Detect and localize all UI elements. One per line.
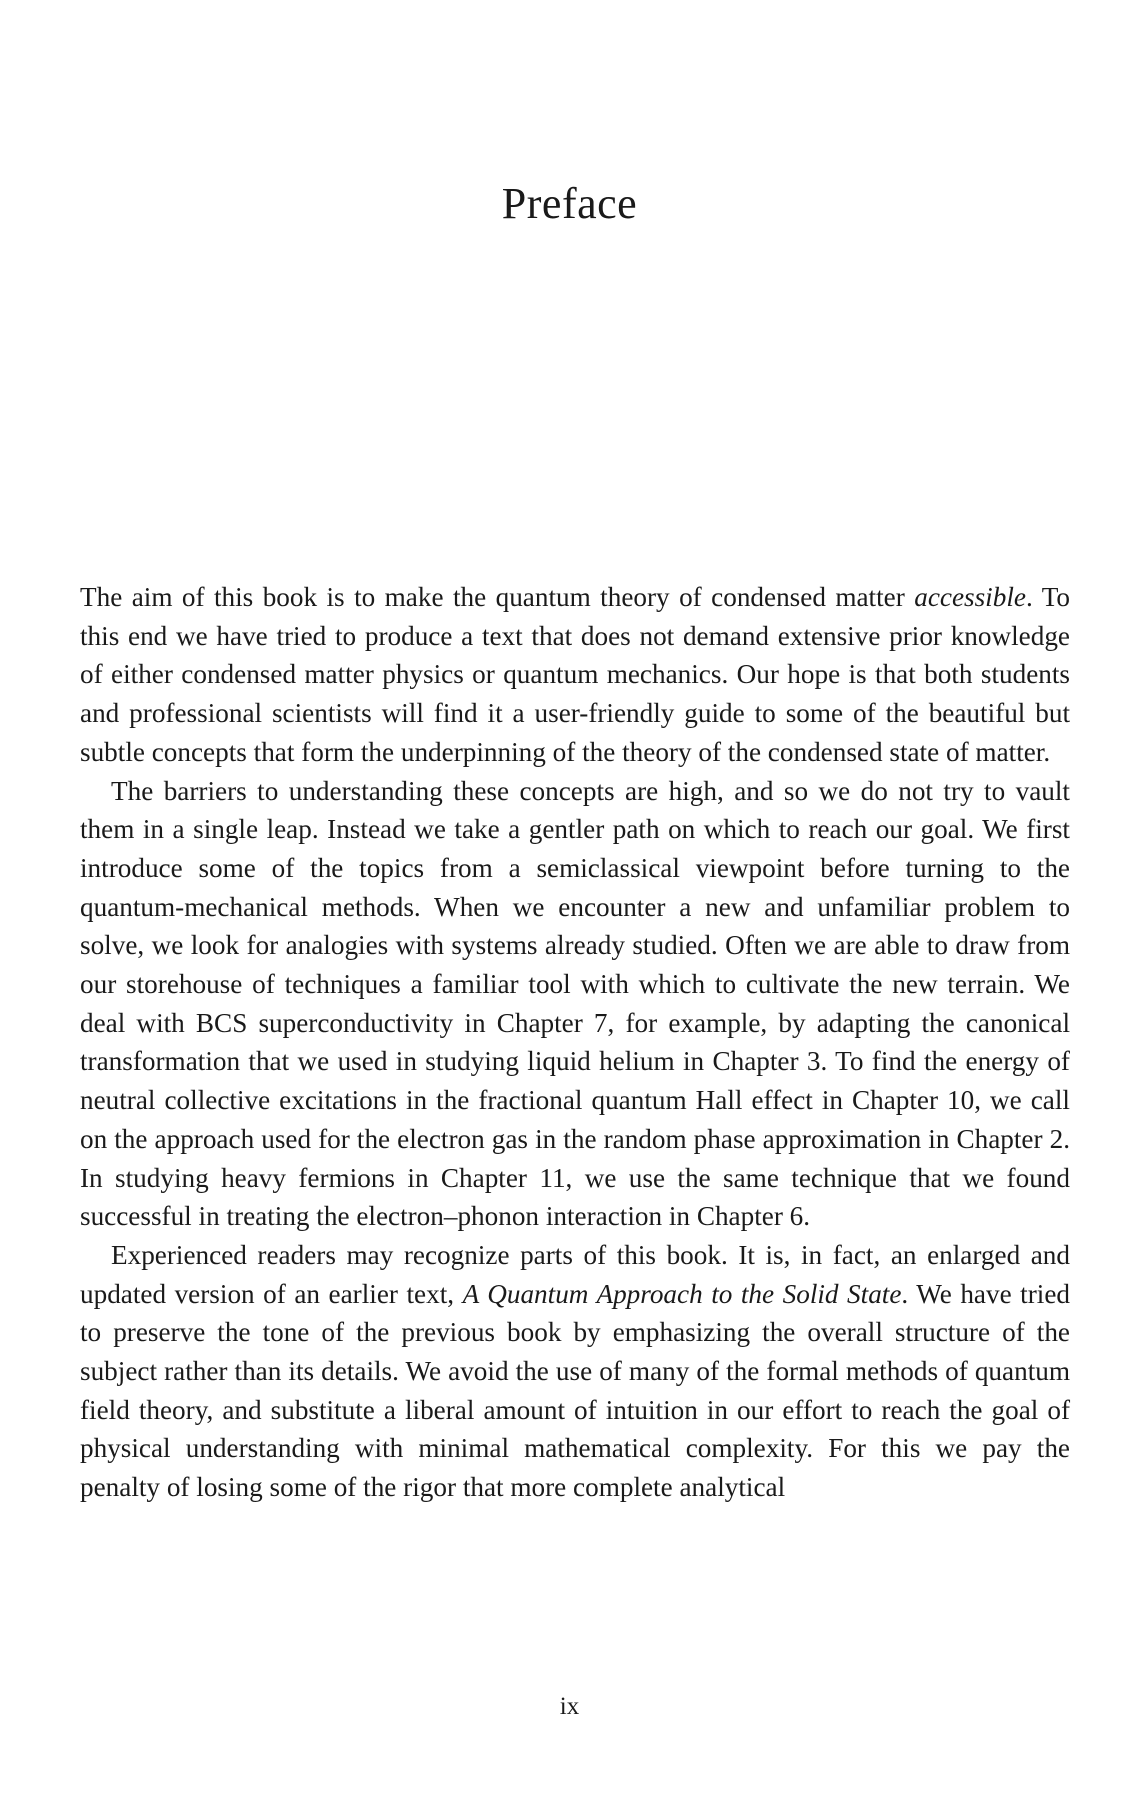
paragraph-1-segment-1: The aim of this book is to make the quantum theory of condensed matter	[80, 582, 915, 612]
paragraph-2	[80, 772, 1070, 1236]
paragraph-3-segment-3: . We have tried to preserve the tone of the previous book by emphasizing the overall structure of the subject rather than its details. We avoid the use of many of the formal methods of quantum field theory, and substitute a liberal amount of intuition in our effort to reach the goal of physical understanding with minimal mathematical complexity. For this we pay the penalty of losing some of the rigor that more complete analytical	[80, 1278, 1070, 1503]
paragraph-2-segment-1: The barriers to understanding these concepts are high, and so we do not try to vault them in a single leap. Instead we take a gentler path on which to reach our goal. We first introduce some of the topics from a semiclassical viewpoint before turning to the quantum-mechanical methods. When we encounter a new and unfamiliar problem to solve, we look for analogies with systems already studied. Often we are able to draw from our storehouse of techniques a familiar tool with which to cultivate the new terrain. We deal with BCS superconductivity in Chapter 7, for example, by adapting the canonical transformation that we used in studying liquid helium in Chapter 3. To find the energy of neutral collective excitations in the fractional quantum Hall effect in Chapter 10, we call on the approach used for the electron gas in the random phase approximation in Chapter 2. In studying heavy fermions in Chapter 11, we use the same technique that we found successful in treating the electron–phonon interaction in Chapter 6.	[80, 775, 1070, 1232]
paragraph-3-segment-1: Experienced readers may recognize parts of this book. It is, in fact, an enlarged and updated version of an earlier text,	[80, 1239, 1070, 1309]
paragraph-1	[80, 578, 1070, 772]
page-number: ix	[559, 1693, 580, 1720]
paragraph-1-italic-accessible: accessible	[914, 582, 1026, 612]
paragraph-1-segment-3: . To this end we have tried to produce a text that does not demand extensive prior knowledge of either condensed matter physics or quantum mechanics. Our hope is that both students and professional scientists will find it a user-friendly guide to some of the beautiful but subtle concepts that form the underpinning of the theory of the condensed state of matter.	[80, 582, 1070, 767]
preface-body	[80, 578, 1070, 1507]
paragraph-3	[80, 1236, 1070, 1507]
page-title: Preface	[501, 179, 638, 228]
paragraph-3-italic-book-title: A Quantum Approach to the Solid State	[462, 1278, 902, 1309]
